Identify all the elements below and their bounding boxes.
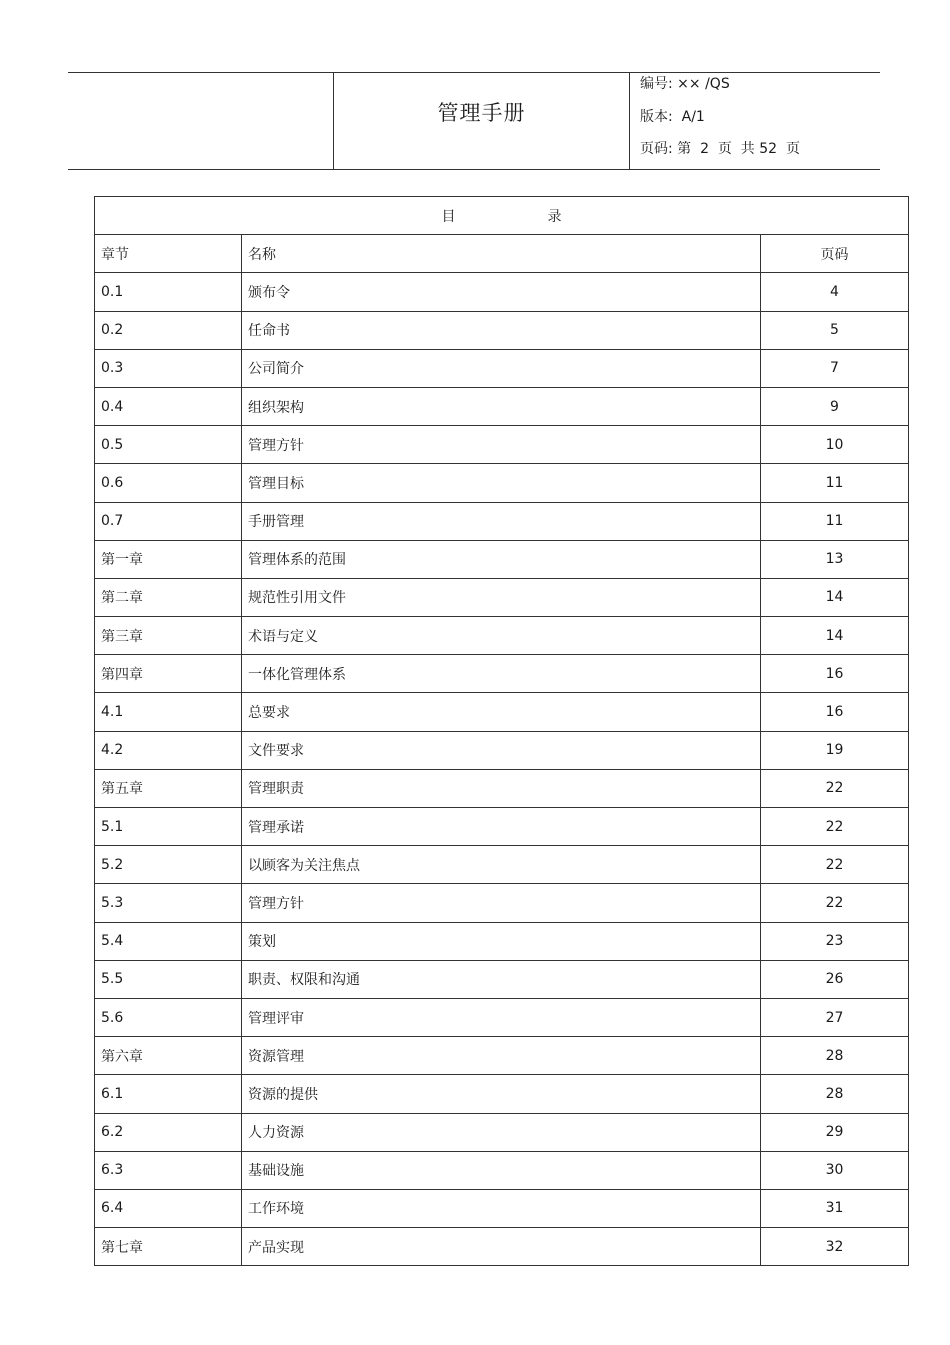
toc-chapter-cell: 0.4 <box>95 387 242 425</box>
toc-name-cell: 工作环境 <box>242 1189 761 1227</box>
toc-name-cell: 手册管理 <box>242 502 761 540</box>
toc-name-cell: 公司简介 <box>242 349 761 387</box>
toc-name-cell: 管理方针 <box>242 884 761 922</box>
table-row <box>95 502 909 540</box>
column-header-page: 页码 <box>761 235 909 273</box>
toc-page-cell: 14 <box>761 617 909 655</box>
toc-name-cell: 基础设施 <box>242 1151 761 1189</box>
toc-chapter-cell: 0.2 <box>95 311 242 349</box>
toc-page-cell: 22 <box>761 846 909 884</box>
toc-chapter-cell: 5.6 <box>95 998 242 1036</box>
toc-page-cell: 4 <box>761 273 909 311</box>
column-header-chapter: 章节 <box>95 235 242 273</box>
toc-page-cell: 26 <box>761 960 909 998</box>
toc-name-cell: 管理职责 <box>242 769 761 807</box>
toc-chapter-cell: 第四章 <box>95 655 242 693</box>
toc-page-cell: 10 <box>761 426 909 464</box>
toc-page-cell: 32 <box>761 1228 909 1266</box>
table-of-contents <box>94 196 909 1266</box>
toc-chapter-cell: 第六章 <box>95 1037 242 1075</box>
toc-name-cell: 人力资源 <box>242 1113 761 1151</box>
table-row <box>95 464 909 502</box>
table-row <box>95 617 909 655</box>
table-row <box>95 769 909 807</box>
table-row <box>95 693 909 731</box>
table-row <box>95 1228 909 1266</box>
toc-caption-left: 目 <box>441 208 456 225</box>
table-row <box>95 1075 909 1113</box>
toc-name-cell: 组织架构 <box>242 387 761 425</box>
toc-name-cell: 颁布令 <box>242 273 761 311</box>
table-row <box>95 387 909 425</box>
table-row <box>95 731 909 769</box>
toc-name-cell: 一体化管理体系 <box>242 655 761 693</box>
toc-name-cell: 术语与定义 <box>242 617 761 655</box>
toc-name-cell: 总要求 <box>242 693 761 731</box>
toc-page-cell: 22 <box>761 769 909 807</box>
toc-chapter-cell: 5.3 <box>95 884 242 922</box>
toc-chapter-cell: 第三章 <box>95 617 242 655</box>
table-row <box>95 311 909 349</box>
document-title: 管理手册 <box>437 101 526 125</box>
toc-name-cell: 管理体系的范围 <box>242 540 761 578</box>
toc-page-cell: 11 <box>761 502 909 540</box>
toc-chapter-cell: 第五章 <box>95 769 242 807</box>
toc-chapter-cell: 5.4 <box>95 922 242 960</box>
toc-page-cell: 30 <box>761 1151 909 1189</box>
toc-page-cell: 28 <box>761 1037 909 1075</box>
toc-chapter-cell: 0.3 <box>95 349 242 387</box>
toc-chapter-cell: 4.2 <box>95 731 242 769</box>
toc-caption-row <box>95 197 909 235</box>
toc-name-cell: 规范性引用文件 <box>242 578 761 616</box>
toc-chapter-cell: 0.5 <box>95 426 242 464</box>
toc-name-cell: 任命书 <box>242 311 761 349</box>
toc-chapter-cell: 6.4 <box>95 1189 242 1227</box>
table-row <box>95 1037 909 1075</box>
toc-chapter-cell: 第二章 <box>95 578 242 616</box>
table-row <box>95 1113 909 1151</box>
toc-page-cell: 29 <box>761 1113 909 1151</box>
toc-page-cell: 16 <box>761 693 909 731</box>
document-header <box>68 72 880 170</box>
toc-page-cell: 31 <box>761 1189 909 1227</box>
toc-name-cell: 管理目标 <box>242 464 761 502</box>
toc-header-row <box>95 235 909 273</box>
toc-page-cell: 5 <box>761 311 909 349</box>
toc-chapter-cell: 6.2 <box>95 1113 242 1151</box>
toc-page-cell: 7 <box>761 349 909 387</box>
toc-page-cell: 28 <box>761 1075 909 1113</box>
table-row <box>95 426 909 464</box>
toc-name-cell: 职责、权限和沟通 <box>242 960 761 998</box>
table-row <box>95 846 909 884</box>
toc-name-cell: 文件要求 <box>242 731 761 769</box>
table-row <box>95 960 909 998</box>
table-row <box>95 540 909 578</box>
toc-page-cell: 11 <box>761 464 909 502</box>
toc-name-cell: 资源管理 <box>242 1037 761 1075</box>
document-version: 版本: A/1 <box>640 109 705 125</box>
toc-chapter-cell: 5.5 <box>95 960 242 998</box>
table-row <box>95 998 909 1036</box>
toc-name-cell: 策划 <box>242 922 761 960</box>
toc-page-cell: 9 <box>761 387 909 425</box>
toc-chapter-cell: 0.1 <box>95 273 242 311</box>
table-row <box>95 1151 909 1189</box>
document-page-number: 页码: 第 2 页 共 52 页 <box>640 141 800 157</box>
toc-page-cell: 16 <box>761 655 909 693</box>
toc-chapter-cell: 6.3 <box>95 1151 242 1189</box>
toc-page-cell: 22 <box>761 808 909 846</box>
column-header-name: 名称 <box>242 235 761 273</box>
toc-name-cell: 资源的提供 <box>242 1075 761 1113</box>
toc-chapter-cell: 0.7 <box>95 502 242 540</box>
toc-page-cell: 14 <box>761 578 909 616</box>
table-row <box>95 578 909 616</box>
toc-chapter-cell: 0.6 <box>95 464 242 502</box>
table-row <box>95 273 909 311</box>
table-row <box>95 808 909 846</box>
toc-chapter-cell: 4.1 <box>95 693 242 731</box>
header-divider-right <box>629 73 630 169</box>
toc-page-cell: 22 <box>761 884 909 922</box>
toc-chapter-cell: 第一章 <box>95 540 242 578</box>
toc-name-cell: 管理方针 <box>242 426 761 464</box>
toc-page-cell: 13 <box>761 540 909 578</box>
table-row <box>95 655 909 693</box>
document-code: 编号: ×× /QS <box>640 76 730 92</box>
toc-chapter-cell: 5.2 <box>95 846 242 884</box>
toc-name-cell: 管理承诺 <box>242 808 761 846</box>
toc-page-cell: 27 <box>761 998 909 1036</box>
table-row <box>95 349 909 387</box>
toc-page-cell: 19 <box>761 731 909 769</box>
table-row <box>95 922 909 960</box>
toc-caption <box>95 197 909 235</box>
toc-name-cell: 以顾客为关注焦点 <box>242 846 761 884</box>
table-row <box>95 1189 909 1227</box>
toc-page-cell: 23 <box>761 922 909 960</box>
toc-name-cell: 产品实现 <box>242 1228 761 1266</box>
toc-chapter-cell: 5.1 <box>95 808 242 846</box>
toc-chapter-cell: 6.1 <box>95 1075 242 1113</box>
toc-name-cell: 管理评审 <box>242 998 761 1036</box>
table-row <box>95 884 909 922</box>
toc-caption-right: 录 <box>547 208 562 225</box>
toc-chapter-cell: 第七章 <box>95 1228 242 1266</box>
